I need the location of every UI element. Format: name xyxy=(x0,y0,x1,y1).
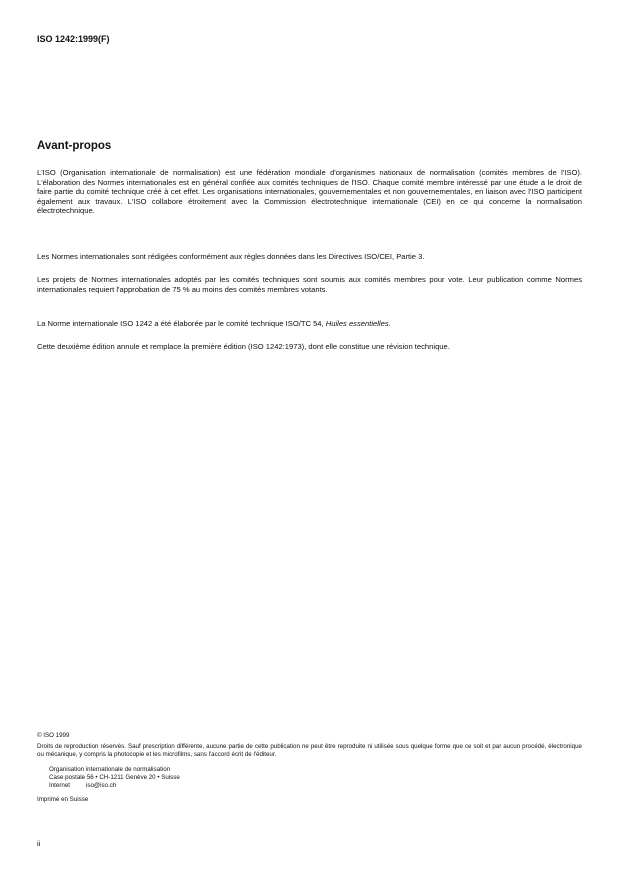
committee-name: Huiles essentielles. xyxy=(325,319,391,328)
page-number: ii xyxy=(37,839,41,848)
document-id-header: ISO 1242:1999(F) xyxy=(37,34,110,44)
printed-in: Imprimé en Suisse xyxy=(37,796,89,803)
rights-statement: Droits de reproduction réservés. Sauf prescription différente, aucune partie de cette publication ne peut être reproduite ni utilisée sous quelque forme que ce soit et par aucun procédé, électronique ou mécanique, y compris la photocopie et les microfilms, sans l'accord écrit de l'éditeur. xyxy=(37,743,582,758)
paragraph-iso-intro: L'ISO (Organisation internationale de normalisation) est une fédération mondiale d'organismes nationaux de normalisation (comités membres de l'ISO). L'élaboration des Normes internationales est en général confiée aux comités techniques de l'ISO. Chaque comité membre intéressé par une étude a le droit de faire partie du comité technique créé à cet effet. Les organisations internationales, gouvernementales et non gouvernementales, en liaison avec l'ISO participent également aux travaux. L'ISO collabore étroitement avec la Commission électrotechnique internationale (CEI) en ce qui concerne la normalisation électrotechnique. xyxy=(37,168,582,215)
committee-text: La Norme internationale ISO 1242 a été élaborée par le comité technique ISO/TC 54, xyxy=(37,319,326,328)
copyright-notice: © ISO 1999 xyxy=(37,732,70,739)
email-address: iso@iso.ch xyxy=(85,782,117,789)
paragraph-voting: Les projets de Normes internationales adoptés par les comités techniques sont soumis aux comités membres pour vote. Leur publication comme Normes internationales requiert l'approbation de 75 % au moins des comités membres votants. xyxy=(37,275,582,294)
internet-label: Internet xyxy=(49,782,70,789)
organisation-address xyxy=(49,766,594,790)
postal-address: Case postale 56 • CH-1211 Genève 20 • Suisse xyxy=(49,774,180,781)
paragraph-directives: Les Normes internationales sont rédigées conformément aux règles données dans les Directives ISO/CEI, Partie 3. xyxy=(37,252,425,261)
organisation-name: Organisation internationale de normalisation xyxy=(49,766,171,773)
paragraph-edition: Cette deuxième édition annule et remplace la première édition (ISO 1242:1973), dont elle constitue une révision technique. xyxy=(37,342,450,351)
section-title: Avant-propos xyxy=(37,140,112,152)
internet-line xyxy=(49,782,594,790)
paragraph-committee xyxy=(37,319,582,329)
